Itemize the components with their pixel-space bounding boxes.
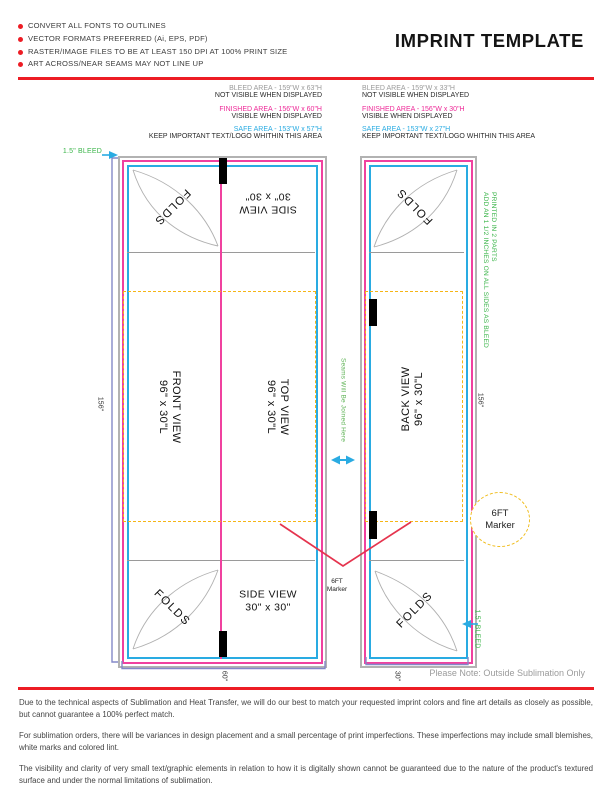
bullet-icon [18,24,23,29]
bullet-text: ART ACROSS/NEAR SEAMS MAY NOT LINE UP [28,59,204,69]
bleed-area-note: NOT VISIBLE WHEN DISPLAYED [214,92,322,100]
bullet-item [18,59,287,72]
arrow-right-icon [102,151,118,159]
bullet-icon [18,37,23,42]
bleed-callout-top-left: 1.5" BLEED [62,148,102,155]
bullet-text: VECTOR FORMATS PREFERRED (Ai, EPS, PDF) [28,33,208,43]
disclaimer-para: The visibility and clarity of very small text/graphic elements in relation to how it is digitally shown cannot be guaranteed due to the nature of the product's textured surface and under the normal limitations of sublimation. [19,763,593,785]
bullet-item [18,47,287,60]
6ft-marker-badge: 6FT Marker [470,492,530,547]
right-panel-height-dim: 156" [476,392,484,408]
disclaimer-para: Due to the technical aspects of Sublimation and Heat Transfer, we will do our best to match your requested imprint colors and fine art details as closely as possible, but cannot guarantee a 100% perfect match. [19,698,593,719]
bleed-area-label: BLEED AREA - 159"W x 63"H [229,85,322,92]
left-panel-width-dim: 60" [220,670,228,682]
left-panel-height-dim: 156" [96,396,104,412]
top-divider-rule [18,77,594,80]
seam-marker-bar [369,299,377,326]
arrows-left-right-icon [331,456,355,465]
bleed-area-note: NOT VISIBLE WHEN DISPLAYED [362,92,470,100]
spec-bullet-list [18,21,287,72]
6ft-marker-label: 6FT Marker [326,578,348,593]
back-view-label: BACK VIEW 96" x 30"L [400,366,425,432]
folds-label: FOLDS [394,589,436,631]
seam-marker-bar [369,511,377,539]
finished-area-note: VISIBLE WHEN DISPLAYED [231,112,322,120]
safe-area-label: SAFE AREA - 153"W x 27"H [362,126,451,134]
disclaimer-text [19,697,593,792]
top-view-label: TOP VIEW 96" x 30"L [265,378,290,436]
legend-right-panel [362,85,535,147]
disclaimer-para: For sublimation orders, there will be variances in design placement and a small percentage of print imperfections. These imperfections may include small blemishes, white marks and colored lint. [19,730,593,752]
bullet-item [18,34,287,47]
right-panel-width-dim: 30" [393,670,401,682]
page-title: IMPRINT TEMPLATE [394,30,584,51]
bullet-text: RASTER/IMAGE FILES TO BE AT LEAST 150 DPI AT 100% PRINT SIZE [28,46,288,56]
legend-left-panel [149,85,322,147]
side-view-bottom-label: SIDE VIEW 30" x 30" [239,588,297,613]
bullet-item [18,21,287,34]
folds-label: FOLDS [151,186,193,228]
bullet-icon [18,50,23,55]
printed-in-2-parts-note: PRINTED IN 2 PARTS ADD AN 1 1/2 INCHES ON ALL SIDES AS BLEED [482,191,497,349]
folds-label: FOLDS [151,587,193,629]
safe-area-note: KEEP IMPORTANT TEXT/LOGO WHITHIN THIS AREA [362,133,536,141]
bleed-area-label: BLEED AREA - 159"W x 33"H [362,85,455,92]
safe-area-label: SAFE AREA - 153"W x 57"H [233,126,322,134]
front-view-label: FRONT VIEW 96" x 30"L [157,370,182,444]
bullet-icon [18,62,23,67]
bottom-divider-rule [18,687,594,690]
right-panel-fold-line-top [369,252,464,253]
seam-marker-bar [219,631,227,657]
please-note-text: Please Note: Outside Sublimation Only [429,668,585,678]
seam-marker-bar [219,158,227,184]
finished-area-label: FINISHED AREA - 156"W x 60"H [219,105,322,113]
safe-area-note: KEEP IMPORTANT TEXT/LOGO WHITHIN THIS AREA [148,133,322,141]
bullet-text: CONVERT ALL FONTS TO OUTLINES [28,21,166,30]
folds-label: FOLDS [394,185,436,227]
bleed-callout-bottom-right: 1.5" BLEED [473,609,481,649]
finished-area-note: VISIBLE WHEN DISPLAYED [362,112,453,120]
seams-joined-note: Seams Will Be Joined Here [339,357,347,443]
side-view-top-label: SIDE VIEW 30" x 30" [239,191,297,216]
right-panel-fold-line-bottom [369,560,464,561]
finished-area-label: FINISHED AREA - 156"W x 30"H [362,105,465,113]
